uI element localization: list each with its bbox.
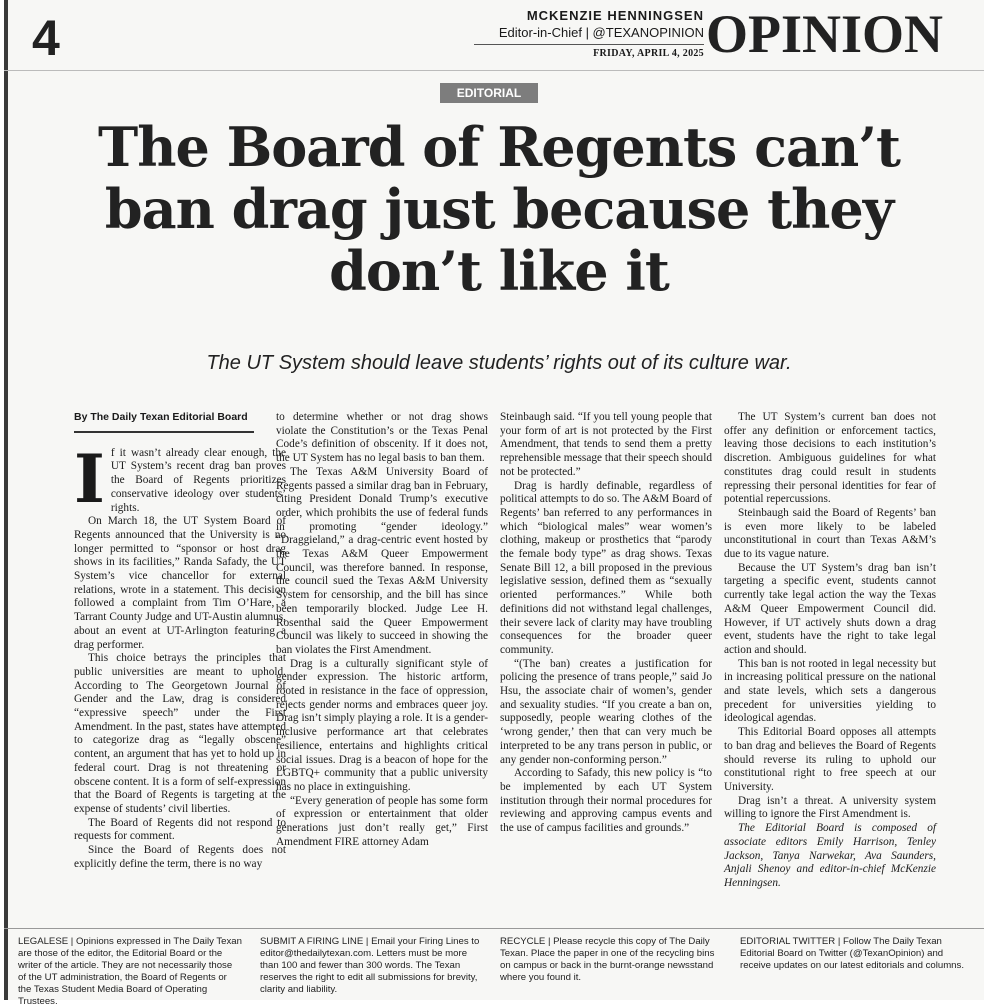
footer-editorial-twitter: EDITORIAL TWITTER | Follow The Daily Texan Editorial Board on Twitter (@TexanOpinion) and receive updates on our latest editorials and columns. xyxy=(740,936,964,971)
masthead xyxy=(474,8,704,59)
paragraph: The Board of Regents did not respond to requests for comment. xyxy=(74,816,286,843)
header-divider xyxy=(4,70,984,71)
subheadline: The UT System should leave students’ rights out of its culture war. xyxy=(206,352,792,374)
issue-date: FRIDAY, APRIL 4, 2025 xyxy=(593,48,704,59)
editorial-board-credit: The Editorial Board is composed of associate editors Emily Harrison, Tenley Jackson, Tanya Narwekar, Ava Saunders, Anjali Shenoy and editor-in-chief McKenzie Henningsen. xyxy=(724,822,936,889)
paragraph: The Texas A&M University Board of Regents passed a similar drag ban in February, citing President Donald Trump’s executive order, which prohibits the use of federal funds in promoting “gender ideology.” “Draggieland,” a drag-centric event hosted by the Texas A&M Queer Empowerment Council, was therefore banned. In response, the council sued the Texas A&M University System for censorship, and the bill has since been temporarily blocked. Judge Lee H. Rosenthal said the Queer Empowerment Council was likely to succeed in showing the ban violates the First Amendment. xyxy=(276,465,488,656)
paragraph: Since the Board of Regents does not explicitly define the term, there is no way xyxy=(74,844,286,870)
newspaper-page xyxy=(4,0,984,1007)
footer-legalese: LEGALESE | Opinions expressed in The Daily Texan are those of the editor, the Editorial Board or the writer of the article. They are not necessarily those of the UT administration, the Board of Regents or the Texas Student Media Board of Operating Trustees. xyxy=(18,936,242,1007)
masthead-divider xyxy=(474,44,704,45)
page-edge xyxy=(4,0,8,1000)
paragraph: Steinbaugh said. “If you tell young people that your form of art is not protected by the First Amendment, that tends to send them a pretty reprehensible message that their speech should not be protected.” xyxy=(500,411,712,478)
section-title: OPINION xyxy=(706,4,944,64)
paragraph: On March 18, the UT System Board of Regents announced that the University is no longer permitted to “sponsor or host drag shows in its facilities,” Randa Safady, the UT System’s vice chancellor for external relations, wrote in a statement. This decision followed a complaint from Tim O’Hare, a Tarrant County Judge and UT-Austin alumnus, about an event at UT-Arlington featuring a drag performer. xyxy=(74,515,286,651)
paragraph: Steinbaugh said the Board of Regents’ ban is even more likely to be labeled unconstitutional in court than Texas A&M’s due to its vague nature. xyxy=(724,506,936,561)
byline: By The Daily Texan Editorial Board xyxy=(74,411,248,423)
paragraph: f it wasn’t already clear enough, the UT System’s recent drag ban proves the Board of Regents prioritizes conservative ideology over students’ rights. xyxy=(110,446,286,514)
article-column-4 xyxy=(724,411,936,891)
drop-cap: I xyxy=(74,439,105,518)
editorial-label: EDITORIAL xyxy=(440,83,538,103)
paragraph: The UT System’s current ban does not offer any definition or enforcement tactics, leaving those decisions to each institution’s discretion. Ambiguous guidelines for what constitutes drag could result in students repressing their personal identities for fear of potential repercussions. xyxy=(724,411,936,506)
headline: The Board of Regents can’t ban drag just because they don’t like it xyxy=(98,115,900,303)
article-column-2 xyxy=(276,411,488,850)
article-column-3 xyxy=(500,411,712,836)
page-number: 4 xyxy=(32,10,60,66)
paragraph: to determine whether or not drag shows violate the Constitution’s or the Texas Penal Code’s definition of obscenity. If it does not, the UT System has no legal basis to ban them. xyxy=(276,411,488,465)
paragraph: “Every generation of people has some form of expression or entertainment that older generations just don’t really get,” First Amendment FIRE attorney Adam xyxy=(276,794,488,848)
paragraph: Drag isn’t a threat. A university system willing to ignore the First Amendment is. xyxy=(724,794,936,821)
editor-name: MCKENZIE HENNINGSEN xyxy=(526,8,704,23)
footer-firing-line: SUBMIT A FIRING LINE | Email your Firing Lines to editor@thedailytexan.com. Letters must be more than 100 and fewer than 300 words. The Texan reserves the right to edit all submissions for brevity, clarity and liability. xyxy=(260,936,480,995)
footer-divider xyxy=(4,928,984,929)
paragraph: “(The ban) creates a justification for policing the presence of trans people,” said Jo Hsu, the associate chair of women’s, gender and sexuality studies. “If you create a ban on, supposedly, people wearing clothes of the ‘wrong gender,’ then that can very much be interpreted to be any trans person in public, or any gender non-conforming person.” xyxy=(500,657,712,766)
paragraph: This choice betrays the principles that public universities are meant to uphold. According to The Georgetown Journal of Gender and the Law, drag is considered “expressive speech” under the First Amendment. In the past, states have attempted to categorize drag as “legally obscene” content, an argument that has yet to hold up in federal court. Drag is not threatening or obscene content. It is a form of self-expression that the Board of Regents is targeting at the expense of students’ civil liberties. xyxy=(74,652,286,815)
paragraph: Because the UT System’s drag ban isn’t targeting a specific event, students cannot currently take legal action the way the Texas A&M Queer Empowerment Council did. However, if UT actively shuts down a drag event, students have the right to take legal action and should. xyxy=(724,561,936,656)
paragraph: Drag is hardly definable, regardless of political attempts to do so. The A&M Board of Regents’ ban referred to any performances in which “biological males” wear women’s clothing, makeup or prosthetics that “parody the female body type” as drag shows. Texas Senate Bill 12, a bill proposed in the previous legislative session, defined them as “sexually oriented performances.” While both definitions did not withstand legal challenges, their severe lack of clarity may have troubling consequences for the broader queer community. xyxy=(500,479,712,656)
paragraph: According to Safady, this new policy is “to be implemented by each UT System institution through their normal procedures for reviewing and approving campus events and the use of campus facilities and grounds.” xyxy=(500,767,712,835)
paragraph: This Editorial Board opposes all attempts to ban drag and believes the Board of Regents should reverse its ruling to uphold our constitutional right to free speech at our University. xyxy=(724,726,936,793)
editor-role: Editor-in-Chief | @TEXANOPINION xyxy=(498,25,704,40)
byline-rule xyxy=(74,431,254,433)
footer-recycle: RECYCLE | Please recycle this copy of The Daily Texan. Place the paper in one of the recycling bins on campus or back in the burnt-orange newsstand where you found it. xyxy=(500,936,715,983)
article-column-1 xyxy=(74,411,286,872)
paragraph: This ban is not rooted in legal necessity but in increasing political pressure on the national and state levels, which sets a dangerous precedent for universities yielding to ideological agendas. xyxy=(724,657,936,725)
paragraph: Drag is a culturally significant style of gender expression. The historic artform, rooted in resistance in the face of oppression, rejects gender norms and embraces queer joy. Drag isn’t simply playing a role. It is a gender-inclusive performance art that celebrates resilience, entertains and highlights critical social issues. Drag is a beacon of hope for the LGBTQ+ community that a public university has no place in extinguishing. xyxy=(276,657,488,793)
